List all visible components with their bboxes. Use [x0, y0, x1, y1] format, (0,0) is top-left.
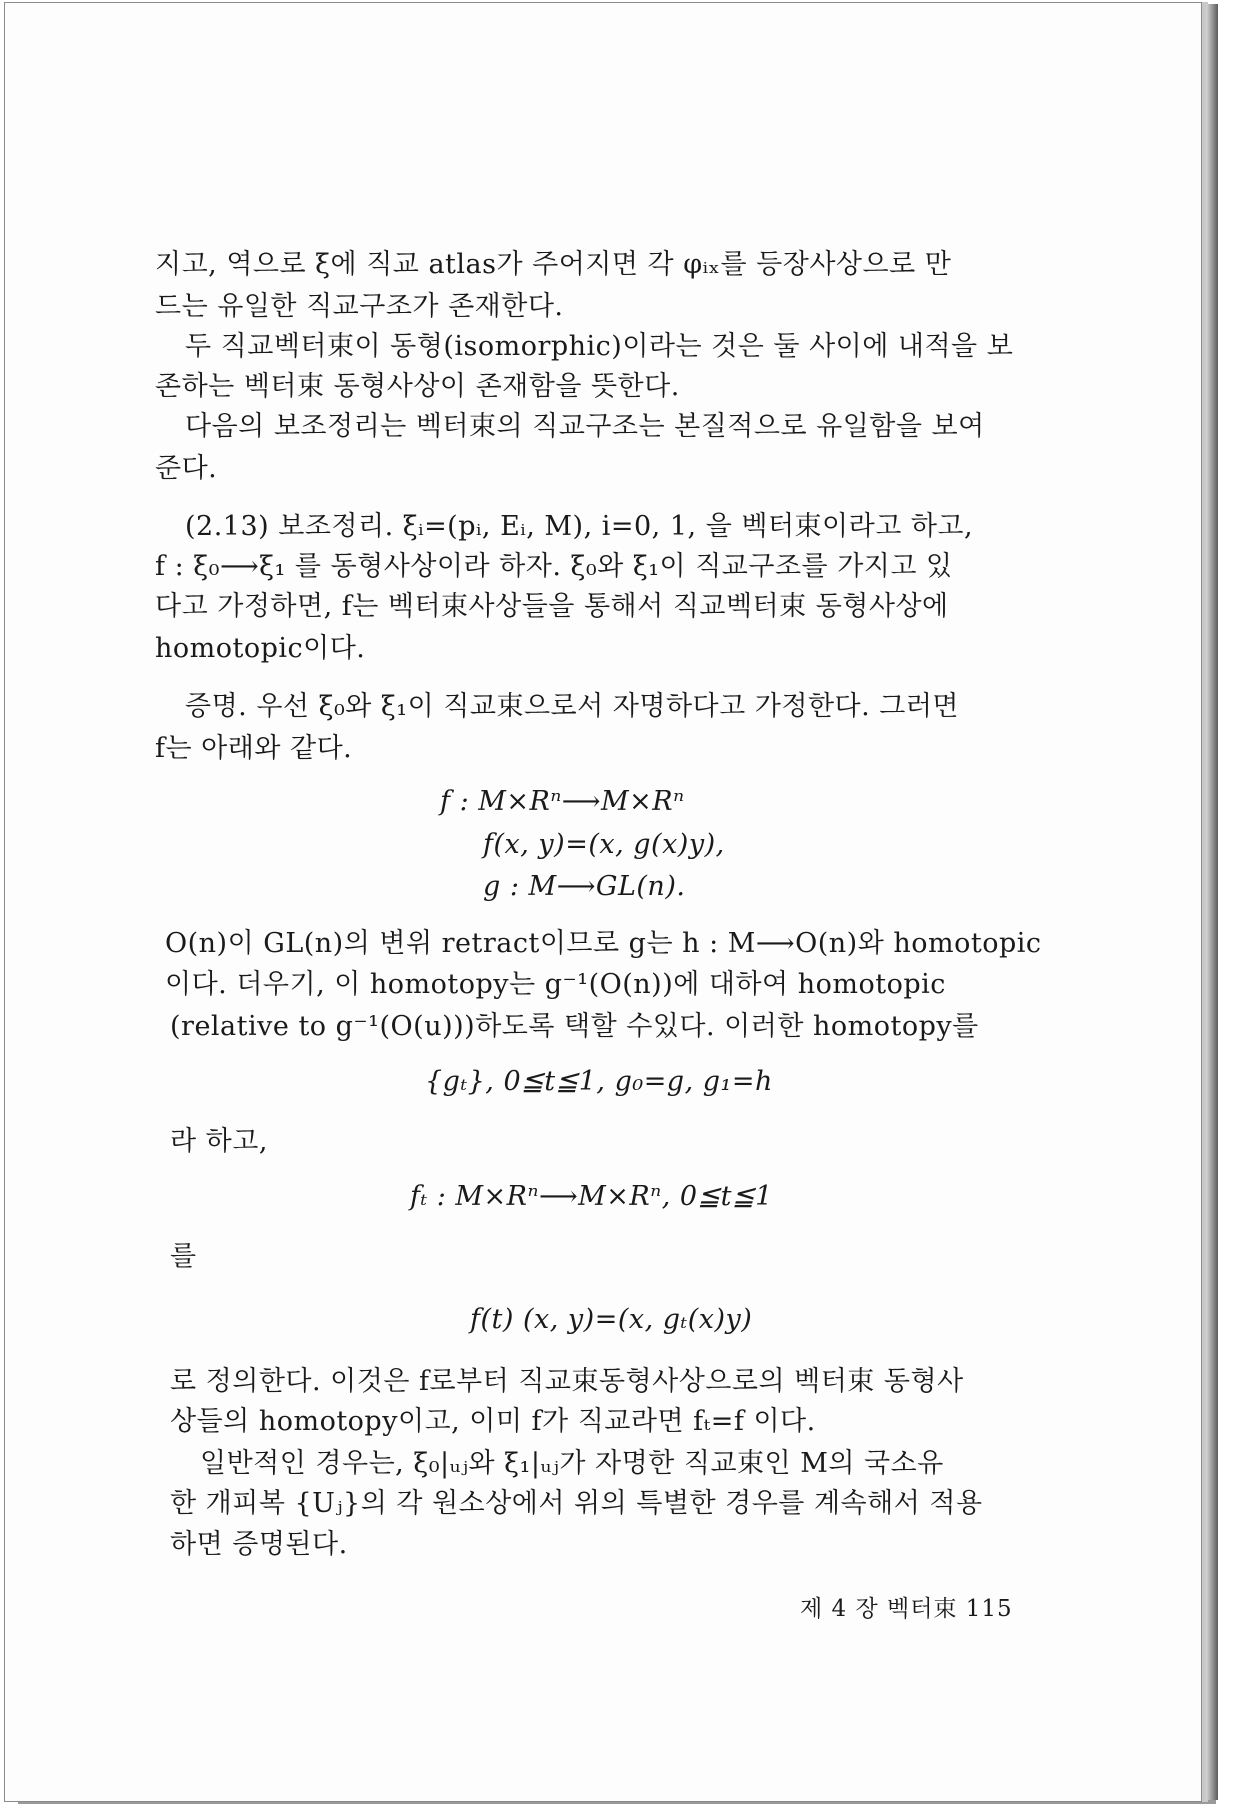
- equation-5: fₜ : M×Rⁿ⟶M×Rⁿ, 0≦t≦1: [410, 1181, 773, 1212]
- page-footer: 제 4 장 벡터束 115: [800, 1596, 1013, 1622]
- text-line-8: f : ξ₀⟶ξ₁ 를 동형사상이라 하자. ξ₀와 ξ₁이 직교구조를 가지고 있: [155, 551, 953, 582]
- equation-4: {gₜ}, 0≦t≦1, g₀=g, g₁=h: [425, 1066, 773, 1097]
- text-line-22: 를: [170, 1241, 197, 1272]
- lemma-heading: (2.13) 보조정리. ξᵢ=(pᵢ, Eᵢ, M), i=0, 1, 을 벡터束이라고 하고,: [185, 511, 974, 542]
- proof-heading: 증명. 우선 ξ₀와 ξ₁이 직교束으로서 자명하다고 가정한다. 그러면: [185, 691, 960, 722]
- text-line-9: 다고 가정하면, f는 벡터束사상들을 통해서 직교벡터束 동형사상에: [155, 591, 949, 622]
- equation-1: f : M×Rⁿ⟶M×Rⁿ: [440, 786, 685, 817]
- text-line-16: O(n)이 GL(n)의 변위 retract이므로 g는 h : M⟶O(n)와 homotopic: [165, 928, 1042, 959]
- equation-6: f(t) (x, y)=(x, gₜ(x)y): [470, 1304, 753, 1335]
- text-line-10: homotopic이다.: [155, 633, 366, 664]
- text-line-20: 라 하고,: [170, 1126, 268, 1157]
- text-line-28: 하면 증명된다.: [170, 1529, 348, 1560]
- equation-3: g : M⟶GL(n).: [483, 871, 686, 902]
- text-line-27: 한 개피복 {Uⱼ}의 각 원소상에서 위의 특별한 경우를 계속해서 적용: [170, 1488, 983, 1519]
- text-line-17: 이다. 더우기, 이 homotopy는 g⁻¹(O(n))에 대하여 homotopic: [165, 969, 946, 1000]
- text-line-12: f는 아래와 같다.: [155, 733, 353, 764]
- page-edge: [1206, 4, 1218, 1800]
- text-line-3: 두 직교벡터束이 동형(isomorphic)이라는 것은 둘 사이에 내적을 보: [185, 331, 1014, 362]
- text-line-5: 다음의 보조정리는 벡터束의 직교구조는 본질적으로 유일함을 보여: [185, 411, 985, 442]
- text-line-6: 준다.: [155, 453, 218, 484]
- text-line-4: 존하는 벡터束 동형사상이 존재함을 뜻한다.: [155, 371, 680, 402]
- text-line-1: 지고, 역으로 ξ에 직교 atlas가 주어지면 각 φᵢₓ를 등장사상으로 만: [155, 249, 952, 280]
- text-line-2: 드는 유일한 직교구조가 존재한다.: [155, 291, 564, 322]
- equation-2: f(x, y)=(x, g(x)y),: [483, 829, 725, 860]
- text-line-24: 로 정의한다. 이것은 f로부터 직교束동형사상으로의 벡터束 동형사: [170, 1366, 964, 1397]
- text-line-25: 상들의 homotopy이고, 이미 f가 직교라면 fₜ=f 이다.: [170, 1406, 816, 1437]
- text-line-26: 일반적인 경우는, ξ₀|ᵤⱼ와 ξ₁|ᵤⱼ가 자명한 직교束인 M의 국소유: [200, 1448, 944, 1479]
- text-line-18: (relative to g⁻¹(O(u)))하도록 택할 수있다. 이러한 homotopy를: [170, 1011, 979, 1042]
